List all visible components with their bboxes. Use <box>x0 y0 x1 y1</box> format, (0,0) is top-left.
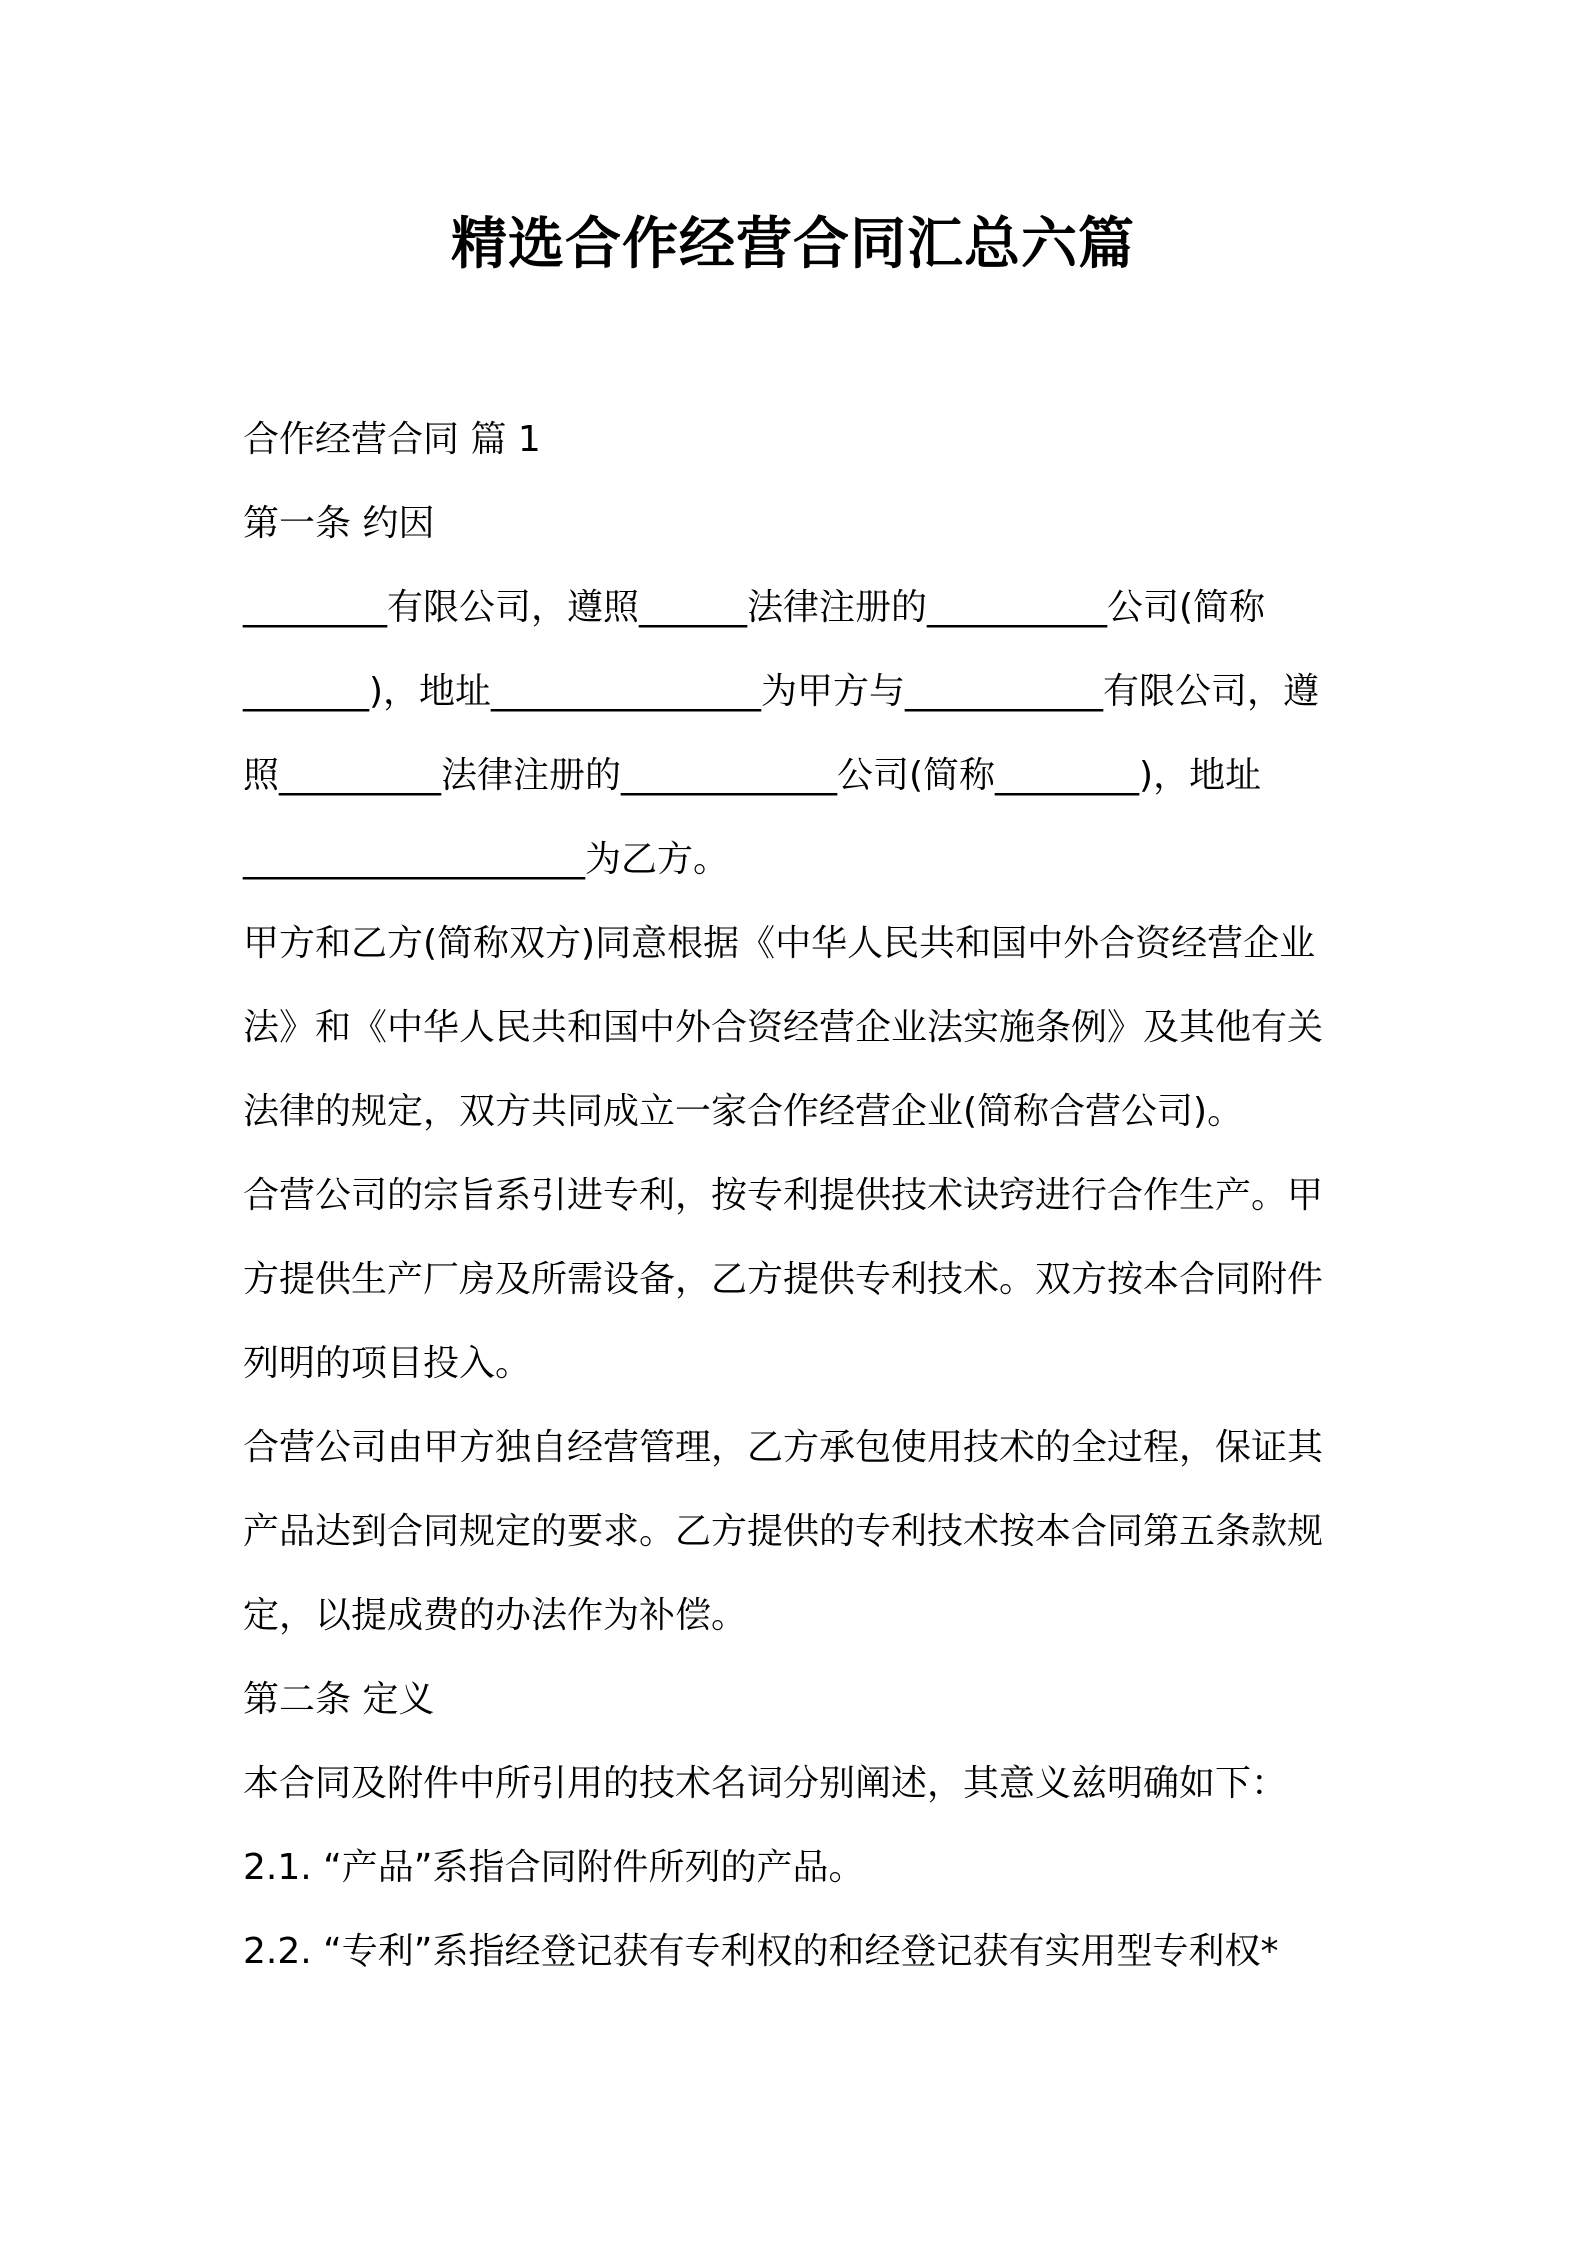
paragraph-line: 定，以提成费的办法作为补偿。 <box>243 1595 748 1636</box>
document-title: 精选合作经营合同汇总六篇 <box>451 212 1135 277</box>
article-heading-1: 第一条 约因 <box>243 503 435 544</box>
paragraph-line: 甲方和乙方(简称双方)同意根据《中华人民共和国中外合资经营企业 <box>243 923 1316 964</box>
clause-line: 2.1. “产品”系指合同附件所列的产品。 <box>243 1847 865 1888</box>
paragraph-line: 列明的项目投入。 <box>243 1343 532 1384</box>
paragraph-line: 法律的规定，双方共同成立一家合作经营企业(简称合营公司)。 <box>243 1091 1244 1132</box>
article-heading-2: 第二条 定义 <box>243 1679 435 1720</box>
paragraph-line: 方提供生产厂房及所需设备，乙方提供专利技术。双方按本合同附件 <box>243 1259 1324 1300</box>
paragraph-line: _______)，地址_______________为甲方与___________有限公司，遵 <box>243 671 1320 712</box>
paragraph-line: ________有限公司，遵照______法律注册的__________公司(简称 <box>243 587 1266 628</box>
paragraph-line: 合营公司的宗旨系引进专利，按专利提供技术诀窍进行合作生产。甲 <box>243 1175 1324 1216</box>
paragraph-line: ___________________为乙方。 <box>243 839 730 880</box>
document-body <box>243 398 1363 1994</box>
paragraph-line: 照_________法律注册的____________公司(简称________)，地址 <box>243 755 1262 796</box>
paragraph-line: 产品达到合同规定的要求。乙方提供的专利技术按本合同第五条款规 <box>243 1511 1324 1552</box>
clause-line: 2.2. “专利”系指经登记获有专利权的和经登记获有实用型专利权* <box>243 1931 1279 1972</box>
paragraph-line: 本合同及附件中所引用的技术名词分别阐述，其意义兹明确如下： <box>243 1763 1288 1804</box>
paragraph-line: 合营公司由甲方独自经营管理，乙方承包使用技术的全过程，保证其 <box>243 1427 1324 1468</box>
section-heading-contract-1: 合作经营合同 篇 1 <box>243 419 541 460</box>
paragraph-line: 法》和《中华人民共和国中外合资经营企业法实施条例》及其他有关 <box>243 1007 1324 1048</box>
